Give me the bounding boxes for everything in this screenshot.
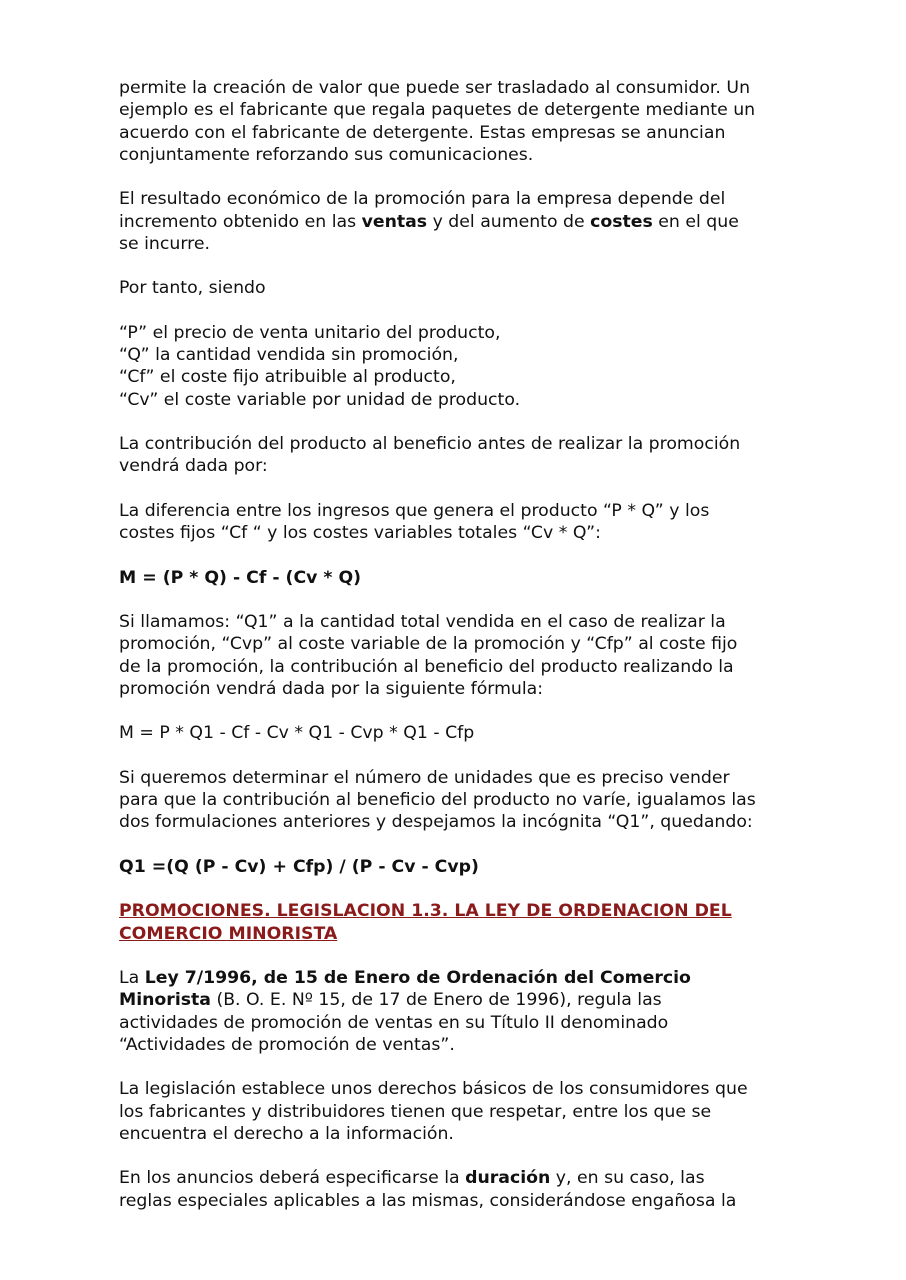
text-segment: promoción vendrá dada por la siguiente fórmula: <box>119 678 544 699</box>
paragraph <box>119 567 756 589</box>
text-segment: “Actividades de promoción de ventas”. <box>119 1034 455 1055</box>
text-segment: COMERCIO MINORISTA <box>119 923 338 944</box>
paragraph <box>119 1167 756 1212</box>
text-line <box>119 277 756 299</box>
text-segment: El resultado económico de la promoción para la empresa depende del <box>119 189 726 210</box>
text-line <box>119 211 756 233</box>
text-line <box>119 789 756 811</box>
text-segment: La diferencia entre los ingresos que genera el producto “P * Q” y los <box>119 500 710 521</box>
text-segment: (B. O. E. Nº 15, de 17 de Enero de 1996), regula las <box>210 990 662 1011</box>
text-line <box>119 656 756 678</box>
text-segment: de la promoción, la contribución al beneficio del producto realizando la <box>119 656 734 677</box>
text-line <box>119 366 756 388</box>
text-line <box>119 1167 756 1189</box>
paragraph <box>119 188 756 255</box>
text-line <box>119 1012 756 1034</box>
text-segment: acuerdo con el fabricante de detergente. Estas empresas se anuncian <box>119 122 726 143</box>
text-line <box>119 389 756 411</box>
text-line <box>119 1101 756 1123</box>
text-segment: La legislación establece unos derechos básicos de los consumidores que <box>119 1079 748 1100</box>
text-segment: La <box>119 968 145 988</box>
text-segment: “P” el precio de venta unitario del producto, <box>119 322 501 343</box>
text-line <box>119 522 756 544</box>
text-line <box>119 1034 756 1056</box>
text-line <box>119 900 756 922</box>
text-line <box>119 233 756 255</box>
text-segment: los fabricantes y distribuidores tienen que respetar, entre los que se <box>119 1101 712 1122</box>
text-line <box>119 144 756 166</box>
text-segment: y, en su caso, las <box>550 1168 705 1189</box>
text-line <box>119 722 756 744</box>
text-line <box>119 188 756 210</box>
text-segment: vendrá dada por: <box>119 456 268 477</box>
text-segment: encuentra el derecho a la información. <box>119 1123 454 1144</box>
paragraph <box>119 611 756 700</box>
text-segment: Por tanto, siendo <box>119 278 266 299</box>
text-segment: PROMOCIONES. LEGISLACION 1.3. LA LEY DE ORDENACION DEL <box>119 901 732 922</box>
text-segment: M = P * Q1 - Cf - Cv * Q1 - Cvp * Q1 - Cfp <box>119 723 475 744</box>
text-segment: En los anuncios deberá especificarse la <box>119 1168 466 1189</box>
text-line <box>119 122 756 144</box>
text-segment: y del aumento de <box>427 211 591 232</box>
text-segment: La contribución del producto al beneficio antes de realizar la promoción <box>119 434 741 454</box>
paragraph <box>119 967 756 1056</box>
text-segment: “Cf” el coste fijo atribuible al producto, <box>119 367 456 388</box>
text-segment: conjuntamente reforzando sus comunicaciones. <box>119 144 534 165</box>
bold-text: M = (P * Q) - Cf - (Cv * Q) <box>119 567 362 588</box>
bold-text: Q1 =(Q (P - Cv) + Cfp) / (P - Cv - Cvp) <box>119 856 479 877</box>
text-line <box>119 678 756 700</box>
text-segment: promoción, “Cvp” al coste variable de la promoción y “Cfp” al coste fijo <box>119 634 738 655</box>
text-line <box>119 967 756 989</box>
paragraph <box>119 322 756 411</box>
text-line <box>119 767 756 789</box>
paragraph <box>119 500 756 545</box>
paragraph <box>119 767 756 834</box>
text-segment: para que la contribución al beneficio del producto no varíe, igualamos las <box>119 790 756 810</box>
text-line <box>119 989 756 1011</box>
paragraph <box>119 722 756 744</box>
text-segment: ejemplo es el fabricante que regala paquetes de detergente mediante un <box>119 100 756 121</box>
text-segment: permite la creación de valor que puede ser trasladado al consumidor. Un <box>119 78 751 98</box>
text-line <box>119 811 756 833</box>
text-segment: actividades de promoción de ventas en su Título II denominado <box>119 1012 669 1033</box>
paragraph <box>119 77 756 166</box>
text-line <box>119 322 756 344</box>
text-segment: “Cv” el coste variable por unidad de producto. <box>119 389 521 410</box>
text-segment: dos formulaciones anteriores y despejamos la incógnita “Q1”, quedando: <box>119 812 753 833</box>
text-line <box>119 99 756 121</box>
text-line <box>119 500 756 522</box>
text-line <box>119 1078 756 1100</box>
bold-text: ventas <box>361 211 428 232</box>
text-line <box>119 77 756 99</box>
text-line <box>119 344 756 366</box>
paragraph <box>119 433 756 478</box>
text-segment: “Q” la cantidad vendida sin promoción, <box>119 345 459 365</box>
bold-text: duración <box>465 1168 551 1189</box>
document-body <box>119 77 756 1234</box>
bold-text: Minorista <box>119 990 211 1011</box>
text-segment: incremento obtenido en las <box>119 211 362 232</box>
text-line <box>119 567 756 589</box>
text-line <box>119 433 756 455</box>
text-line <box>119 611 756 633</box>
text-line <box>119 1123 756 1145</box>
text-line <box>119 923 756 945</box>
bold-text: Ley 7/1996, de 15 de Enero de Ordenación del Comercio <box>144 968 691 988</box>
text-segment: reglas especiales aplicables a las mismas, considerándose engañosa la <box>119 1190 737 1211</box>
paragraph <box>119 1078 756 1145</box>
bold-text: costes <box>590 211 653 232</box>
text-line <box>119 455 756 477</box>
text-line <box>119 1190 756 1212</box>
text-segment: Si queremos determinar el número de unidades que es preciso vender <box>119 767 730 788</box>
text-segment: en el que <box>652 211 739 232</box>
paragraph <box>119 277 756 299</box>
text-segment: se incurre. <box>119 233 210 254</box>
text-line <box>119 633 756 655</box>
text-line <box>119 856 756 878</box>
paragraph <box>119 856 756 878</box>
section-heading <box>119 900 756 945</box>
text-segment: Si llamamos: “Q1” a la cantidad total vendida en el caso de realizar la <box>119 612 726 632</box>
text-segment: costes fijos “Cf “ y los costes variables totales “Cv * Q”: <box>119 523 601 543</box>
